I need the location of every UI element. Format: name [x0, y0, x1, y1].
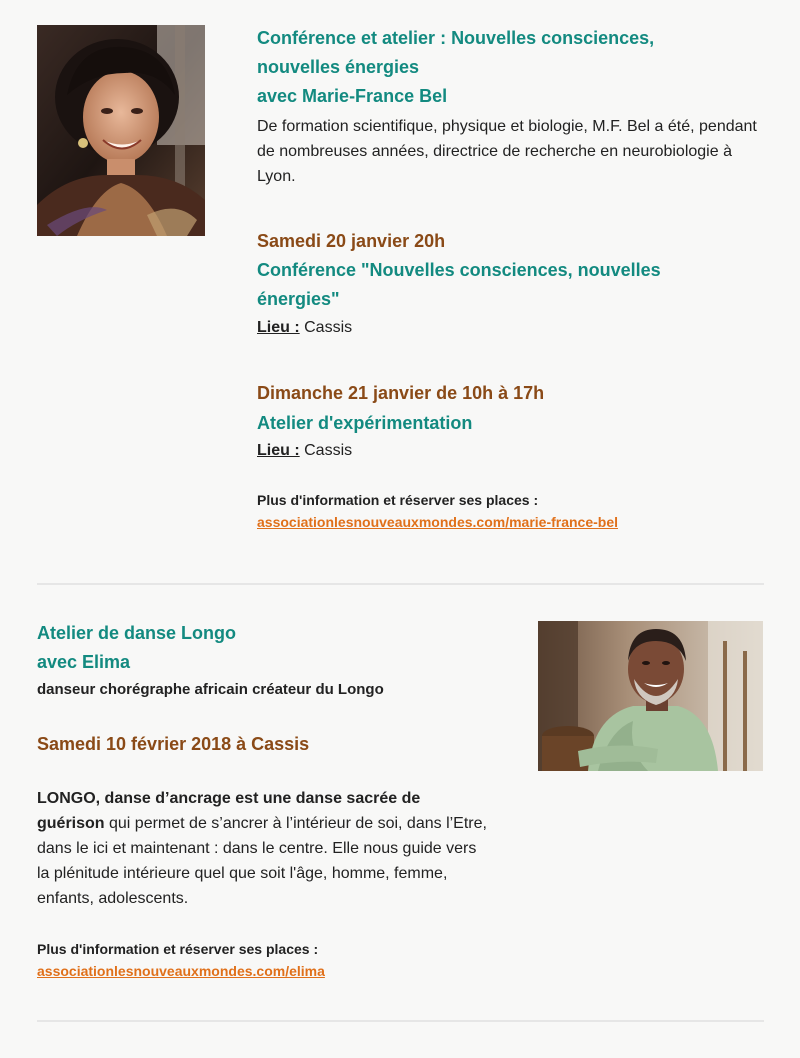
event1-info-link[interactable]: associationlesnouveauxmondes.com/marie-france-bel	[257, 514, 619, 530]
elima-photo	[538, 621, 763, 771]
lieu-value: Cassis	[299, 319, 353, 336]
event1-description: De formation scientifique, physique et biologie, M.F. Bel a été, pendant de nombreuses années, directrice de recherche en neurobiologie à Lyon.	[257, 118, 757, 185]
lieu-value: Cassis	[299, 442, 353, 459]
event2-description-bold: LONGO, danse d’ancrage est une danse sacrée de guérison	[37, 790, 421, 832]
event1-session2-title: Atelier d'expérimentation	[257, 413, 473, 433]
event1-session1-title-line1: Conférence "Nouvelles consciences, nouvelles	[257, 260, 661, 280]
event1-session1-title-line2: énergies"	[257, 289, 340, 309]
event1-info-label: Plus d'information et réserver ses places :	[257, 492, 539, 508]
event2-description-rest: qui permet de s’ancrer à l’intérieur de soi, dans l’Etre, dans le ici et maintenant : dans le centre. Elle nous guide vers la plénitude intérieure quel que soit l'âge, homme, femme, enfants, adolescents.	[37, 815, 487, 907]
event2-presenter: avec Elima	[37, 652, 131, 672]
event2-title: Atelier de danse Longo	[37, 623, 237, 643]
section-divider-bottom	[37, 1020, 764, 1022]
event1-session2-lieu	[257, 438, 352, 463]
event1-session1-date: Samedi 20 janvier 20h	[257, 231, 446, 251]
event1-title-line2: nouvelles énergies	[257, 57, 420, 77]
lieu-label: Lieu :	[257, 442, 300, 459]
event2-info-link[interactable]: associationlesnouveauxmondes.com/elima	[37, 963, 325, 979]
event2-info-label: Plus d'information et réserver ses places :	[37, 941, 319, 957]
event2-description	[37, 786, 487, 911]
event1-presenter: avec Marie-France Bel	[257, 86, 448, 106]
lieu-label: Lieu :	[257, 319, 300, 336]
event1-title-line1: Conférence et atelier : Nouvelles consciences,	[257, 28, 655, 48]
event1-session1-lieu	[257, 315, 352, 340]
marie-france-bel-photo	[37, 25, 205, 236]
section-divider	[37, 583, 764, 585]
event2-subtitle: danseur chorégraphe africain créateur du Longo	[37, 681, 384, 698]
event2-date: Samedi 10 février 2018 à Cassis	[37, 734, 310, 754]
event1-session2-date: Dimanche 21 janvier de 10h à 17h	[257, 383, 545, 403]
